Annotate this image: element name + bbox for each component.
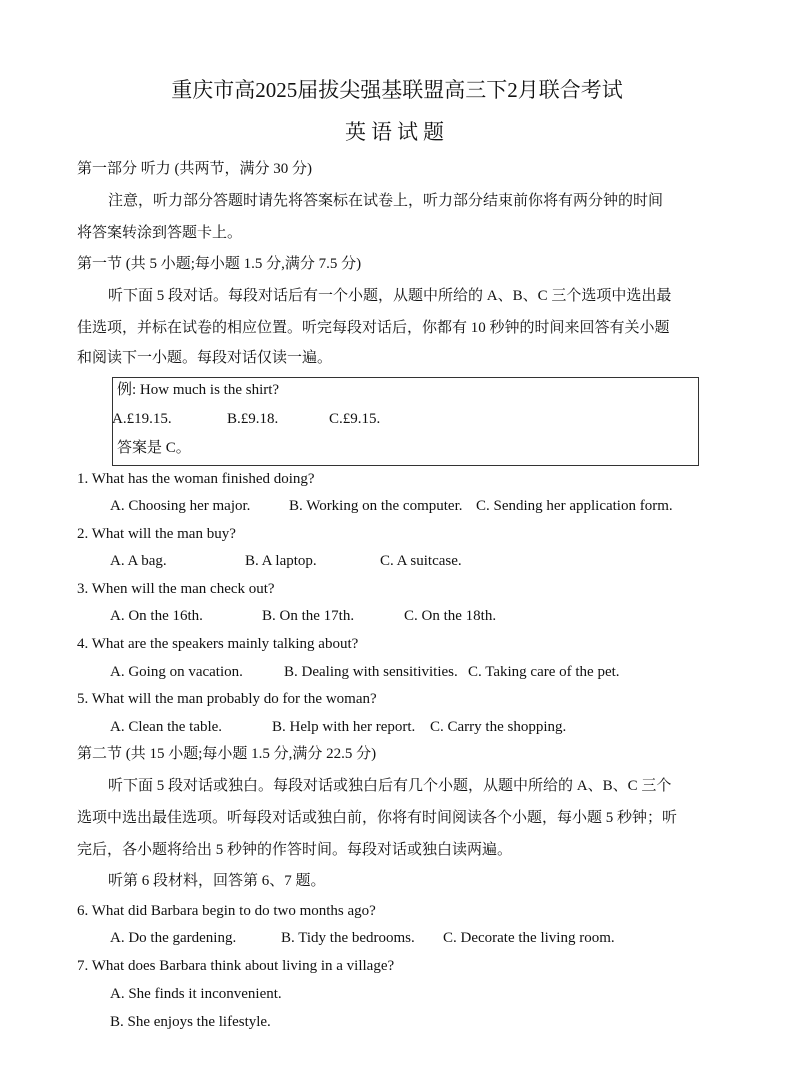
question-6: 6. What did Barbara begin to do two months ago? xyxy=(77,903,376,919)
question-3: 3. When will the man check out? xyxy=(77,581,275,597)
q2-option-c: C. A suitcase. xyxy=(380,553,462,569)
section1-instr-line3: 和阅读下一小题。每段对话仅读一遍。 xyxy=(77,350,333,366)
question-2: 2. What will the man buy? xyxy=(77,526,236,542)
part1-note-line1: 注意，听力部分答题时请先将答案标在试卷上，听力部分结束前你将有两分钟的时间 xyxy=(108,193,664,209)
q5-option-a: A. Clean the table. xyxy=(110,719,223,735)
q1-option-b: B. Working on the computer. xyxy=(289,498,463,514)
q1-option-c: C. Sending her application form. xyxy=(476,498,673,514)
q5-option-b: B. Help with her report. xyxy=(272,719,416,735)
example-question: 例: How much is the shirt? xyxy=(117,382,280,398)
example-option-c: C.£9.15. xyxy=(329,411,381,427)
q3-option-a: A. On the 16th. xyxy=(110,608,203,624)
q2-option-a: A. A bag. xyxy=(110,553,167,569)
q6-option-a: A. Do the gardening. xyxy=(110,930,237,946)
example-answer: 答案是 C。 xyxy=(117,440,191,456)
section1-instr-line2: 佳选项，并标在试卷的相应位置。听完每段对话后，你都有 10 秒钟的时间来回答有关小题 xyxy=(77,320,670,336)
q4-option-c: C. Taking care of the pet. xyxy=(468,664,620,680)
question-4: 4. What are the speakers mainly talking about? xyxy=(77,636,359,652)
q4-option-a: A. Going on vacation. xyxy=(110,664,243,680)
example-option-b: B.£9.18. xyxy=(227,411,279,427)
example-option-a: A.£19.15. xyxy=(112,411,172,427)
section2-heading: 第二节 (共 15 小题;每小题 1.5 分,满分 22.5 分) xyxy=(77,746,377,762)
question-5: 5. What will the man probably do for the woman? xyxy=(77,691,377,707)
part1-heading: 第一部分 听力 (共两节，满分 30 分) xyxy=(77,161,312,177)
q2-option-b: B. A laptop. xyxy=(245,553,317,569)
section1-instr-line1: 听下面 5 段对话。每段对话后有一个小题，从题中所给的 A、B、C 三个选项中选出最 xyxy=(108,288,672,304)
section2-instr-line2: 选项中选出最佳选项。听每段对话或独白前，你将有时间阅读各个小题，每小题 5 秒钟；听 xyxy=(77,810,678,826)
part1-note-line2: 将答案转涂到答题卡上。 xyxy=(77,225,243,241)
q3-option-b: B. On the 17th. xyxy=(262,608,355,624)
q4-option-b: B. Dealing with sensitivities. xyxy=(284,664,458,680)
section2-instr-line3: 完后，各小题将给出 5 秒钟的作答时间。每段对话或独白读两遍。 xyxy=(77,842,513,858)
exam-subtitle: 英语试题 xyxy=(345,120,449,144)
question-1: 1. What has the woman finished doing? xyxy=(77,471,315,487)
q1-option-a: A. Choosing her major. xyxy=(110,498,251,514)
section1-heading: 第一节 (共 5 小题;每小题 1.5 分,满分 7.5 分) xyxy=(77,256,362,272)
q6-option-c: C. Decorate the living room. xyxy=(443,930,615,946)
q5-option-c: C. Carry the shopping. xyxy=(430,719,567,735)
section2-material-note: 听第 6 段材料，回答第 6、7 题。 xyxy=(108,873,326,889)
q6-option-b: B. Tidy the bedrooms. xyxy=(281,930,415,946)
exam-title: 重庆市高2025届拔尖强基联盟高三下2月联合考试 xyxy=(171,78,623,102)
question-7: 7. What does Barbara think about living in a village? xyxy=(77,958,395,974)
q3-option-c: C. On the 18th. xyxy=(404,608,497,624)
section2-instr-line1: 听下面 5 段对话或独白。每段对话或独白后有几个小题，从题中所给的 A、B、C 三个 xyxy=(108,778,672,794)
q7-option-b: B. She enjoys the lifestyle. xyxy=(110,1014,271,1030)
q7-option-a: A. She finds it inconvenient. xyxy=(110,986,282,1002)
example-box xyxy=(112,377,699,466)
